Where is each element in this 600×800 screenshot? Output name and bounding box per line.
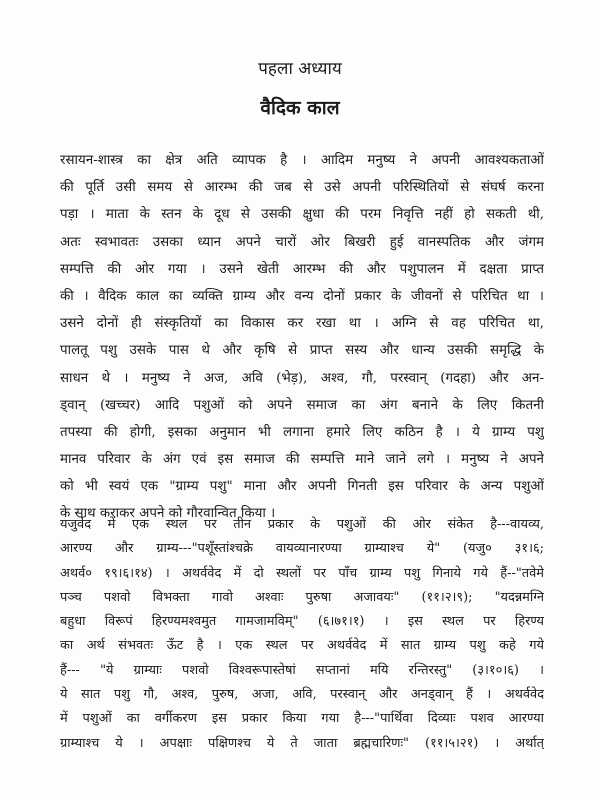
paragraph-1-line: मानव परिवार के अंग एवं इस समाज की सम्पत्ति माने जाने लगे । मनुष्य ने अपने — [60, 452, 544, 468]
paragraph-2-line: अथर्व० १९।६।१४) । अथर्ववेद में दो स्थलों पर पाँच ग्राम्य पशु गिनाये गये हैं--"तवेमे — [60, 565, 544, 581]
paragraph-1-line: ड्वान् (खच्चर) आदि पशुओं को अपने समाज का अंग बनाने के लिए कितनी — [60, 397, 544, 413]
paragraph-1-line: रसायन-शास्त्र का क्षेत्र अति व्यापक है । आदिम मनुष्य ने अपनी आवश्यकताओं — [60, 153, 544, 168]
paragraph-2-line: ये सात पशु गौ, अश्व, पुरुष, अजा, अवि, परस्वान् और अनड्वान् हैं । अथर्ववेद — [60, 687, 544, 703]
paragraph-2-line: यजुर्वेद में एक स्थल पर तीन प्रकार के पशुओं की ओर संकेत है---वायव्य, — [60, 517, 544, 532]
paragraph-2-line: हैं--- "ये ग्राम्याः पशवो विश्वरूपास्तेषां सप्तानां मयि रन्तिरस्तु" (३।१०।६) । — [60, 662, 544, 678]
paragraph-2-line: बहुधा विरूपं हिरण्यमश्वमुत गामजामविम्" (६।७१।१) । इस स्थल पर हिरण्य — [60, 614, 544, 630]
chapter-heading: पहला अध्याय — [258, 59, 342, 79]
paragraph-1 — [60, 147, 544, 528]
section-title: वैदिक काल — [260, 97, 340, 119]
paragraph-1-line: के साथ कराकर अपने को गौरवान्वित किया । — [60, 506, 276, 522]
paragraph-2-line: ग्राम्याश्च ये । अपक्षाः पक्षिणश्च ये ते जाता ब्रह्मचारिणः" (११।५।२१) । अर्थात् — [60, 735, 544, 751]
paragraph-1-line: की । वैदिक काल का व्यक्ति ग्राम्य और वन्य दोनों प्रकार के जीवनों से परिचित था । — [60, 288, 544, 304]
paragraph-1-line: साधन थे । मनुष्य ने अज, अवि (भेड़), अश्व, गौ, परस्वान् (गदहा) और अन- — [60, 370, 544, 386]
paragraph-1-line: पड़ा । माता के स्तन के दूध से उसकी क्षुधा की परम निवृत्ति नहीं हो सकती थी, — [60, 207, 544, 223]
paragraph-2-line: पञ्च पशवो विभक्ता गावो अश्वाः पुरुषा अजावयः" (११।२।९); "यदन्नमग्नि — [60, 589, 544, 605]
paragraph-1-line: अतः स्वभावतः उसका ध्यान अपने चारों ओर बिखरी हुई वानस्पतिक और जंगम — [60, 234, 544, 250]
paragraph-2 — [60, 513, 544, 756]
paragraph-2-line: का अर्थ संभवतः ऊँट है । एक स्थल पर अथर्ववेद में सात ग्राम्य पशु कहे गये — [60, 638, 544, 654]
paragraph-1-line: की पूर्ति उसी समय से आरम्भ की जब से उसे अपनी परिस्थितियों से संघर्ष करना — [60, 180, 544, 196]
paragraph-2-line: आरण्य और ग्राम्य---"पशूँस्तांश्चक्रे वायव्यानारण्या ग्राम्याश्च ये" (यजु० ३१।६; — [60, 541, 544, 557]
paragraph-1-line: सम्पत्ति की ओर गया । उसने खेती आरम्भ की और पशुपालन में दक्षता प्राप्त — [60, 261, 544, 277]
paragraph-1-line: पालतू पशु उसके पास थे और कृषि से प्राप्त सस्य और धान्य उसकी समृद्धि के — [60, 343, 544, 359]
paragraph-1-line: को भी स्वयं एक "ग्राम्य पशु" माना और अपनी गिनती इस परिवार के अन्य पशुओं — [60, 479, 544, 495]
paragraph-1-line: उसने दोनों ही संस्कृतियों का विकास कर रखा था । अग्नि से वह परिचित था, — [60, 316, 544, 332]
paragraph-1-line: तपस्या की होगी, इसका अनुमान भी लगाना हमारे लिए कठिन है । ये ग्राम्य पशु — [60, 424, 544, 440]
paragraph-2-line: में पशुओं का वर्गीकरण इस प्रकार किया गया है---"पार्थिवा दिव्याः पशव आरण्या — [60, 711, 544, 727]
